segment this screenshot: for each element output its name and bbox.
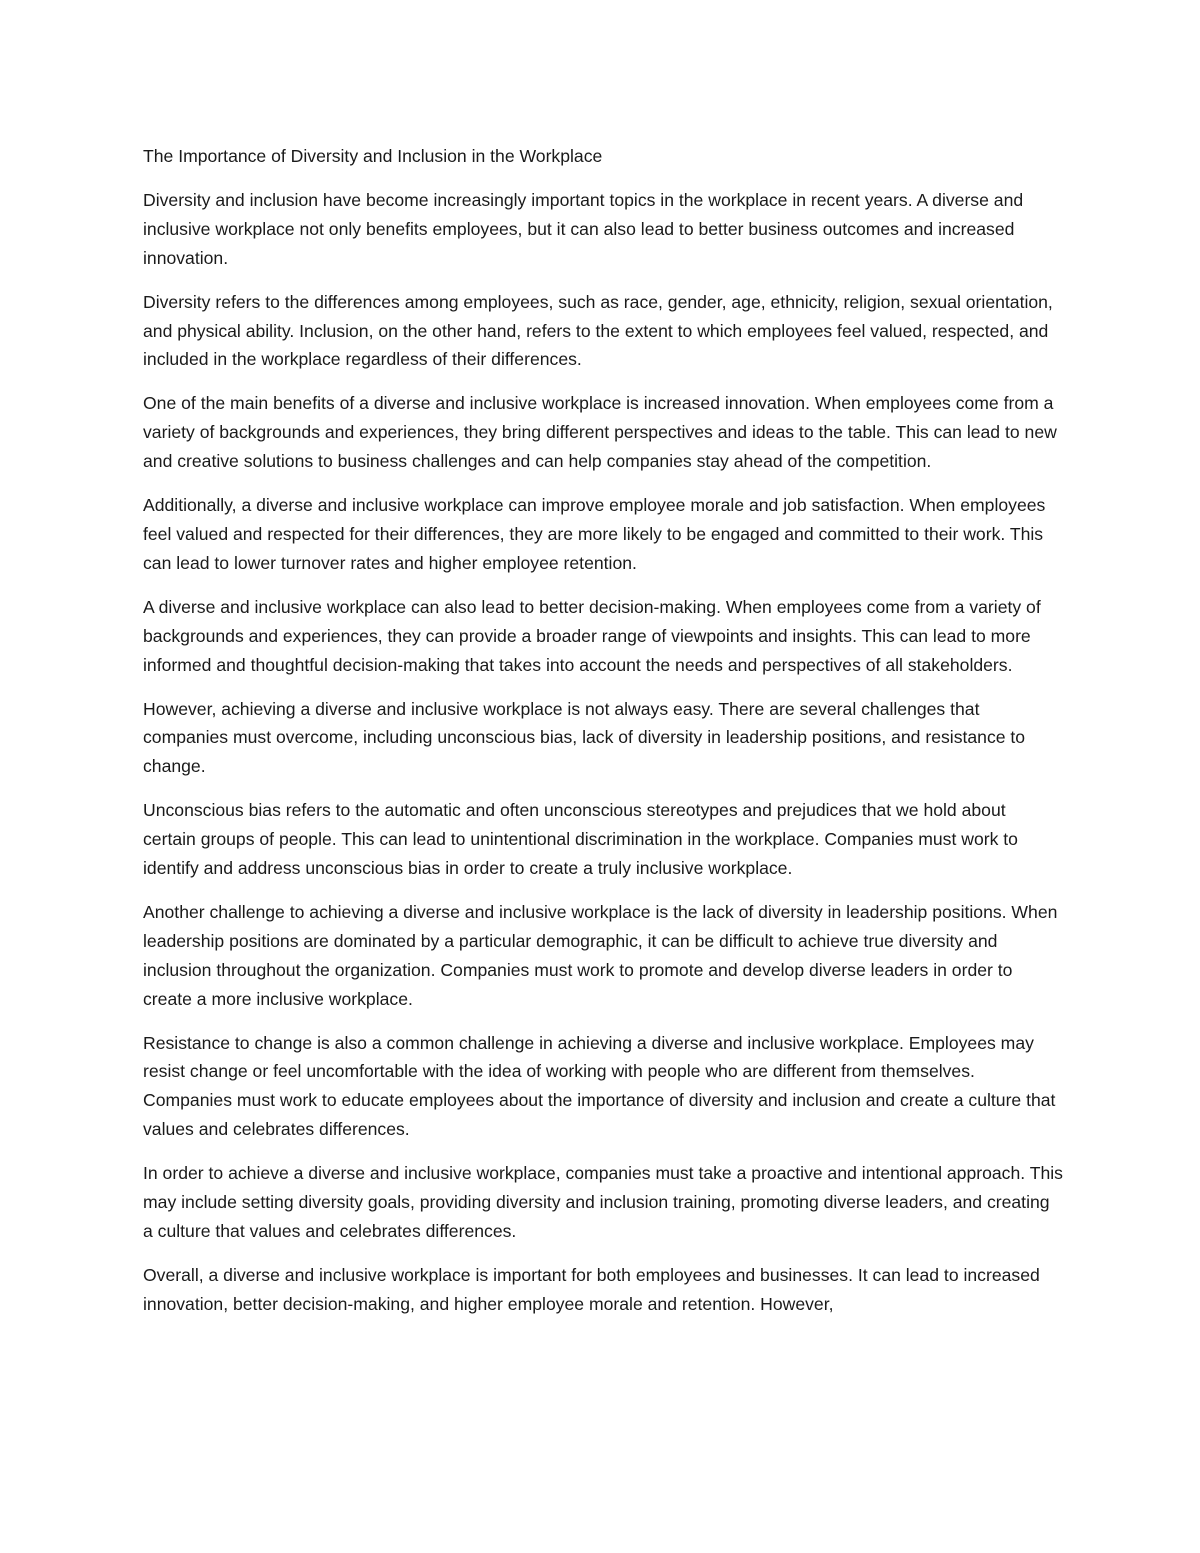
paragraph: Diversity and inclusion have become increasingly important topics in the workplace in recent years. A diverse and inclusive workplace not only benefits employees, but it can also lead to better business outcomes and increased innovation. bbox=[143, 189, 1024, 268]
paragraph: Diversity refers to the differences among employees, such as race, gender, age, ethnicity, religion, sexual orientation, and physical ability. Inclusion, on the other hand, refers to the extent to which employees feel valued, respected, and included in the workplace regardless of their differences. bbox=[143, 291, 1053, 370]
paragraph: Overall, a diverse and inclusive workplace is important for both employees and businesses. It can lead to increased innovation, better decision-making, and higher employee morale and retention. However, bbox=[143, 1264, 1040, 1314]
paragraph: In order to achieve a diverse and inclusive workplace, companies must take a proactive and intentional approach. This may include setting diversity goals, providing diversity and inclusion training, promoting diverse leaders, and creating a culture that values and celebrates differences. bbox=[143, 1163, 1063, 1241]
document-body bbox=[143, 142, 1063, 1334]
paragraph: Unconscious bias refers to the automatic and often unconscious stereotypes and prejudices that we hold about certain groups of people. This can lead to unintentional discrimination in the workplace. Companies must work to identify and address unconscious bias in order to create a truly inclusive workplace. bbox=[143, 800, 1018, 879]
paragraph: Additionally, a diverse and inclusive workplace can improve employee morale and job satisfaction. When employees feel valued and respected for their differences, they are more likely to be engaged and committed to their work. This can lead to lower turnover rates and higher employee retention. bbox=[143, 495, 1046, 573]
paragraph: Another challenge to achieving a diverse and inclusive workplace is the lack of diversity in leadership positions. When leadership positions are dominated by a particular demographic, it can be difficult to achieve true diversity and inclusion throughout the organization. Companies must work to promote and develop diverse leaders in order to create a more inclusive workplace. bbox=[143, 901, 1058, 1009]
paragraph: Resistance to change is also a common challenge in achieving a diverse and inclusive workplace. Employees may resist change or feel uncomfortable with the idea of working with people who are different from themselves. Companies must work to educate employees about the importance of diversity and inclusion and create a culture that values and celebrates differences. bbox=[143, 1032, 1056, 1140]
document-title: The Importance of Diversity and Inclusion in the Workplace bbox=[143, 146, 603, 166]
paragraph: One of the main benefits of a diverse and inclusive workplace is increased innovation. When employees come from a variety of backgrounds and experiences, they bring different perspectives and ideas to the table. This can lead to new and creative solutions to business challenges and can help companies stay ahead of the competition. bbox=[143, 393, 1057, 472]
paragraph: However, achieving a diverse and inclusive workplace is not always easy. There are several challenges that companies must overcome, including unconscious bias, lack of diversity in leadership positions, and resistance to change. bbox=[143, 698, 1026, 777]
paragraph: A diverse and inclusive workplace can also lead to better decision-making. When employees come from a variety of backgrounds and experiences, they can provide a broader range of viewpoints and insights. This can lead to more informed and thoughtful decision-making that takes into account the needs and perspectives of all stakeholders. bbox=[143, 596, 1041, 675]
